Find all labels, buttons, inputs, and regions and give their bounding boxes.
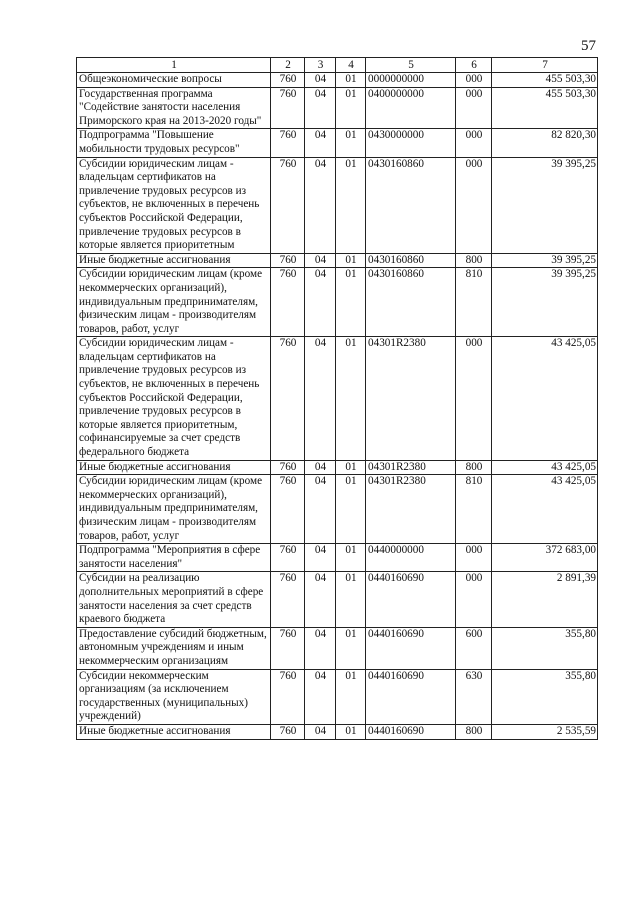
row-name: Иные бюджетные ассигнования xyxy=(77,253,271,268)
row-amount: 2 891,39 xyxy=(492,572,598,627)
row-subsection: 01 xyxy=(336,129,366,157)
table-row xyxy=(77,544,598,572)
column-header: 2 xyxy=(271,58,305,73)
row-subsection: 01 xyxy=(336,572,366,627)
column-header: 5 xyxy=(366,58,456,73)
table-row xyxy=(77,73,598,88)
row-subsection: 01 xyxy=(336,73,366,88)
table-row xyxy=(77,475,598,544)
row-code-admin: 760 xyxy=(271,724,305,739)
row-code-admin: 760 xyxy=(271,253,305,268)
row-target-article: 0430160860 xyxy=(366,268,456,337)
page-number: 57 xyxy=(581,38,596,54)
row-subsection: 01 xyxy=(336,475,366,544)
column-header: 1 xyxy=(77,58,271,73)
row-amount: 455 503,30 xyxy=(492,73,598,88)
row-code-admin: 760 xyxy=(271,87,305,129)
column-header: 3 xyxy=(305,58,336,73)
row-expense-type: 800 xyxy=(456,724,492,739)
row-section: 04 xyxy=(305,157,336,253)
row-amount: 355,80 xyxy=(492,627,598,669)
table-row xyxy=(77,572,598,627)
row-name: Субсидии юридическим лицам (кроме некоммерческих организаций), индивидуальным предпринимателям, физическим лицам - производителям товаров, работ, услуг xyxy=(77,475,271,544)
row-amount: 43 425,05 xyxy=(492,475,598,544)
row-expense-type: 810 xyxy=(456,475,492,544)
row-subsection: 01 xyxy=(336,253,366,268)
table-row xyxy=(77,268,598,337)
row-target-article: 04301R2380 xyxy=(366,475,456,544)
row-expense-type: 630 xyxy=(456,669,492,724)
table-row xyxy=(77,129,598,157)
row-target-article: 0440160690 xyxy=(366,627,456,669)
row-target-article: 0430000000 xyxy=(366,129,456,157)
row-name: Субсидии юридическим лицам - владельцам сертификатов на привлечение трудовых ресурсов из субъектов, не включенных в перечень субъектов Российской Федерации, привлечение трудовых ресурсов в которые является приоритетным, софинансируемые за счет средств федерального бюджета xyxy=(77,337,271,460)
row-expense-type: 000 xyxy=(456,73,492,88)
row-code-admin: 760 xyxy=(271,268,305,337)
row-amount: 43 425,05 xyxy=(492,337,598,460)
row-expense-type: 810 xyxy=(456,268,492,337)
row-code-admin: 760 xyxy=(271,73,305,88)
row-code-admin: 760 xyxy=(271,544,305,572)
row-target-article: 0440000000 xyxy=(366,544,456,572)
table-header-row xyxy=(77,58,598,73)
row-target-article: 0000000000 xyxy=(366,73,456,88)
row-subsection: 01 xyxy=(336,460,366,475)
row-amount: 39 395,25 xyxy=(492,253,598,268)
row-expense-type: 000 xyxy=(456,572,492,627)
row-subsection: 01 xyxy=(336,337,366,460)
row-name: Подпрограмма "Повышение мобильности трудовых ресурсов" xyxy=(77,129,271,157)
row-section: 04 xyxy=(305,73,336,88)
row-name: Подпрограмма "Мероприятия в сфере занятости населения" xyxy=(77,544,271,572)
row-code-admin: 760 xyxy=(271,572,305,627)
row-code-admin: 760 xyxy=(271,475,305,544)
row-section: 04 xyxy=(305,724,336,739)
row-expense-type: 800 xyxy=(456,460,492,475)
table-row xyxy=(77,724,598,739)
row-subsection: 01 xyxy=(336,627,366,669)
row-subsection: 01 xyxy=(336,87,366,129)
row-target-article: 0440160690 xyxy=(366,572,456,627)
table-row xyxy=(77,157,598,253)
row-section: 04 xyxy=(305,627,336,669)
row-expense-type: 000 xyxy=(456,87,492,129)
row-code-admin: 760 xyxy=(271,460,305,475)
row-section: 04 xyxy=(305,544,336,572)
row-section: 04 xyxy=(305,572,336,627)
row-target-article: 0430160860 xyxy=(366,253,456,268)
column-header: 4 xyxy=(336,58,366,73)
row-expense-type: 000 xyxy=(456,544,492,572)
table-row xyxy=(77,253,598,268)
row-target-article: 0400000000 xyxy=(366,87,456,129)
row-target-article: 04301R2380 xyxy=(366,337,456,460)
row-target-article: 0440160690 xyxy=(366,724,456,739)
row-name: Государственная программа "Содействие занятости населения Приморского края на 2013-2020 годы" xyxy=(77,87,271,129)
row-amount: 2 535,59 xyxy=(492,724,598,739)
row-name: Субсидии на реализацию дополнительных мероприятий в сфере занятости населения за счет средств краевого бюджета xyxy=(77,572,271,627)
row-amount: 82 820,30 xyxy=(492,129,598,157)
row-code-admin: 760 xyxy=(271,627,305,669)
row-name: Иные бюджетные ассигнования xyxy=(77,724,271,739)
table-row xyxy=(77,337,598,460)
row-section: 04 xyxy=(305,337,336,460)
row-section: 04 xyxy=(305,475,336,544)
table-row xyxy=(77,669,598,724)
row-target-article: 04301R2380 xyxy=(366,460,456,475)
row-target-article: 0430160860 xyxy=(366,157,456,253)
row-amount: 355,80 xyxy=(492,669,598,724)
row-section: 04 xyxy=(305,253,336,268)
row-code-admin: 760 xyxy=(271,669,305,724)
row-amount: 39 395,25 xyxy=(492,268,598,337)
row-code-admin: 760 xyxy=(271,157,305,253)
row-amount: 43 425,05 xyxy=(492,460,598,475)
row-subsection: 01 xyxy=(336,724,366,739)
row-name: Субсидии некоммерческим организациям (за исключением государственных (муниципальных) учреждений) xyxy=(77,669,271,724)
row-amount: 39 395,25 xyxy=(492,157,598,253)
row-name: Общеэкономические вопросы xyxy=(77,73,271,88)
row-amount: 372 683,00 xyxy=(492,544,598,572)
row-name: Субсидии юридическим лицам - владельцам сертификатов на привлечение трудовых ресурсов из субъектов, не включенных в перечень субъектов Российской Федерации, привлечение трудовых ресурсов в которые является приоритетным xyxy=(77,157,271,253)
table-row xyxy=(77,87,598,129)
row-amount: 455 503,30 xyxy=(492,87,598,129)
row-section: 04 xyxy=(305,268,336,337)
row-section: 04 xyxy=(305,129,336,157)
row-name: Предоставление субсидий бюджетным, автономным учреждениям и иным некоммерческим организациям xyxy=(77,627,271,669)
row-expense-type: 600 xyxy=(456,627,492,669)
row-subsection: 01 xyxy=(336,669,366,724)
budget-table xyxy=(76,57,598,740)
table-body xyxy=(77,73,598,740)
row-code-admin: 760 xyxy=(271,337,305,460)
row-subsection: 01 xyxy=(336,544,366,572)
row-section: 04 xyxy=(305,669,336,724)
row-section: 04 xyxy=(305,460,336,475)
row-subsection: 01 xyxy=(336,268,366,337)
table-row xyxy=(77,627,598,669)
row-expense-type: 000 xyxy=(456,157,492,253)
row-name: Иные бюджетные ассигнования xyxy=(77,460,271,475)
row-target-article: 0440160690 xyxy=(366,669,456,724)
column-header: 7 xyxy=(492,58,598,73)
row-expense-type: 800 xyxy=(456,253,492,268)
row-section: 04 xyxy=(305,87,336,129)
row-name: Субсидии юридическим лицам (кроме некоммерческих организаций), индивидуальным предпринимателям, физическим лицам - производителям товаров, работ, услуг xyxy=(77,268,271,337)
column-header: 6 xyxy=(456,58,492,73)
row-code-admin: 760 xyxy=(271,129,305,157)
row-expense-type: 000 xyxy=(456,129,492,157)
row-subsection: 01 xyxy=(336,157,366,253)
table-row xyxy=(77,460,598,475)
row-expense-type: 000 xyxy=(456,337,492,460)
